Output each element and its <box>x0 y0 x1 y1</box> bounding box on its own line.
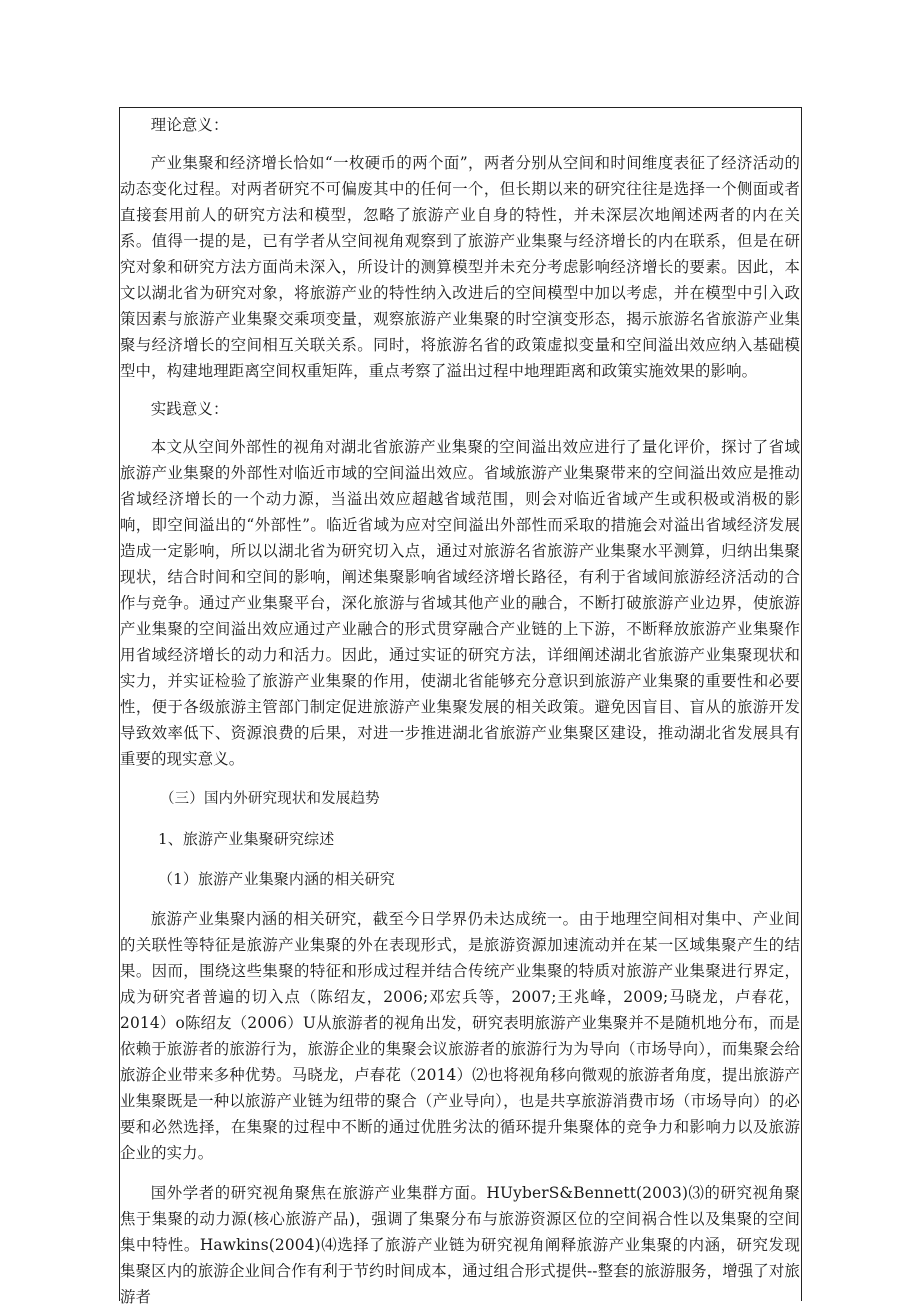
practice-significance-label: 实践意义： <box>150 400 229 418</box>
theory-significance-paragraph: 产业集聚和经济增长恰如“一枚硬币的两个面”，两者分别从空间和时间维度表征了经济活动的动态变化过程。对两者研究不可偏废其中的任何一个，但长期以来的研究往往是选择一个侧面或者直接套用前人的研究方法和模型，忽略了旅游产业自身的特性，并未深层次地阐述两者的内在关系。值得一提的是，已有学者从空间视角观察到了旅游产业集聚与经济增长的内在联系，但是在研究对象和研究方法方面尚未深入，所设计的测算模型并未充分考虑影响经济增长的要素。因此，本文以湖北省为研究对象，将旅游产业的特性纳入改进后的空间模型中加以考虑，并在模型中引入政策因素与旅游产业集聚交乘项变量，观察旅游产业集聚的时空演变形态，揭示旅游名省旅游产业集聚与经济增长的空间相互关联关系。同时，将旅游名省的政策虚拟变量和空间溢出效应纳入基础模型中，构建地理距离空间权重矩阵，重点考察了溢出过程中地理距离和政策实施效果的影响。 <box>120 154 800 380</box>
practice-significance-paragraph: 本文从空间外部性的视角对湖北省旅游产业集聚的空间溢出效应进行了量化评价，探讨了省域旅游产业集聚的外部性对临近市域的空间溢出效应。省域旅游产业集聚带来的空间溢出效应是推动省域经济增长的一个动力源，当溢出效应超越省域范围，则会对临近省域产生或积极或消极的影响，即空间溢出的“外部性”。临近省域为应对空间溢出外部性而采取的措施会对溢出省域经济发展造成一定影响，所以以湖北省为研究切入点，通过对旅游名省旅游产业集聚水平测算，归纳出集聚现状，结合时间和空间的影响，阐述集聚影响省域经济增长路径，有利于省域间旅游经济活动的合作与竞争。通过产业集聚平台，深化旅游与省域其他产业的融合，不断打破旅游产业边界，使旅游产业集聚的空间溢出效应通过产业融合的形式贯穿融合产业链的上下游，不断释放旅游产业集聚作用省域经济增长的动力和活力。因此，通过实证的研究方法，详细阐述湖北省旅游产业集聚现状和实力，并实证检验了旅游产业集聚的作用，使湖北省能够充分意识到旅游产业集聚的重要性和必要性，便于各级旅游主管部门制定促进旅游产业集聚发展的相关政策。避免因盲目、盲从的旅游开发导致效率低下、资源浪费的后果，对进一步推进湖北省旅游产业集聚区建设，推动湖北省发展具有重要的现实意义。 <box>120 438 800 768</box>
domestic-research-paragraph: 旅游产业集聚内涵的相关研究，截至今日学界仍未达成统一。由于地理空间相对集中、产业间的关联性等特征是旅游产业集聚的外在表现形式，是旅游资源加速流动并在某一区域集聚产生的结果。因而，围绕这些集聚的特征和形成过程并结合传统产业集聚的特质对旅游产业集聚进行界定，成为研究者普遍的切入点（陈绍友，2006;邓宏兵等，2007;王兆峰，2009;马晓龙，卢春花，2014）o陈绍友（2006）U从旅游者的视角出发，研究表明旅游产业集聚并不是随机地分布，而是依赖于旅游者的旅游行为，旅游企业的集聚会议旅游者的旅游行为为导向（市场导向），而集聚会给旅游企业带来多种优势。马晓龙，卢春花（2014）⑵也将视角移向微观的旅游者角度，提出旅游产业集聚既是一种以旅游产业链为纽带的聚合（产业导向），也是共享旅游消费市场（市场导向）的必要和必然选择，在集聚的过程中不断的通过优胜劣汰的循环提升集聚体的竞争力和影响力以及旅游企业的实力。 <box>120 910 800 1162</box>
section-heading-research-status: （三）国内外研究现状和发展趋势 <box>160 791 380 807</box>
subsection-heading-cluster-review: 1、旅游产业集聚研究综述 <box>158 830 335 848</box>
subsection-heading-cluster-connotation: （1）旅游产业集聚内涵的相关研究 <box>158 870 395 888</box>
document-body <box>120 112 800 1310</box>
theory-significance-label: 理论意义： <box>150 116 229 134</box>
foreign-research-paragraph: 国外学者的研究视角聚焦在旅游产业集群方面。HUyberS&Bennett(2003)⑶的研究视角聚焦于集聚的动力源(核心旅游产品)，强调了集聚分布与旅游资源区位的空间祸合性以及集聚的空间集中特性。Hawkins(2004)⑷选择了旅游产业链为研究视角阐释旅游产业集聚的内涵，研究发现集聚区内的旅游企业间合作有利于节约时间成本，通过组合形式提供--整套的旅游服务，增强了对旅游者 <box>120 1184 800 1306</box>
